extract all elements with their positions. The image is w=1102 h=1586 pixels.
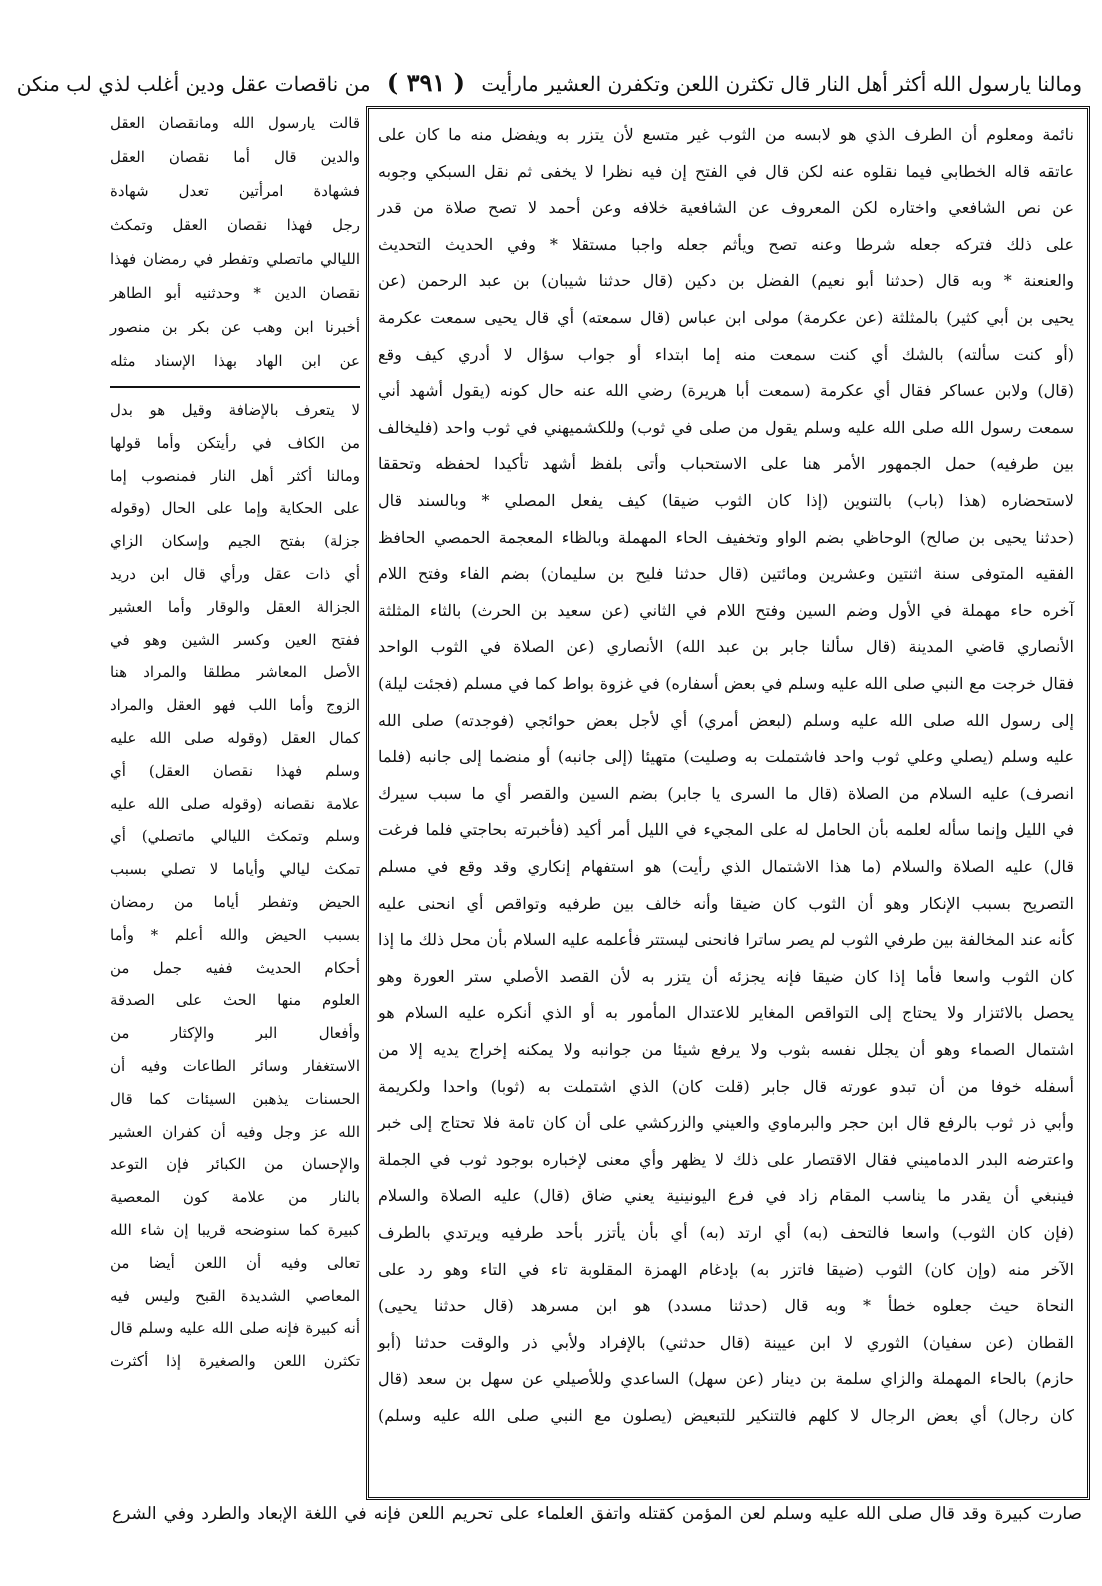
side-top-line: والدين قال أما نقصان العقل xyxy=(110,148,360,166)
side-bottom-line: ففتح العين وكسر الشين وهو في xyxy=(110,630,360,649)
side-bottom-line: كمال العقل (وقوله صلى الله عليه xyxy=(110,729,360,747)
side-bottom-line: بسبب الحيض والله أعلم * وأما xyxy=(110,925,360,944)
side-top-line: قالت يارسول الله ومانقصان العقل xyxy=(110,114,360,132)
side-bottom-line: المعاصي الشديدة القبح وليس فيه xyxy=(110,1286,360,1305)
side-top-line: أخبرنا ابن وهب عن بكر بن منصور xyxy=(110,318,360,336)
main-text-line: آخره حاء مهملة في الأول وضم السين وفتح اللام في الثاني (عن سعيد بن الحرث) بالثاء المثلثة xyxy=(378,600,1074,620)
main-text-line: وأبي ذر ثوب بالرفع قال ابن حجر والبرماوي والعيني والزركشي على أن كان تامة فلا تحتاج إلى خبر xyxy=(378,1113,1074,1133)
side-top-line: عن ابن الهاد بهذا الإسناد مثله xyxy=(110,352,360,370)
main-text-line: قال) عليه الصلاة والسلام (ما هذا الاشتمال الذي رأيت) هو استفهام إنكاري وقد وقع في مسلم xyxy=(378,857,1074,876)
main-text-line: (أو كنت سألته) بالشك أي كنت سمعت منه إما ابتداء أو جواب سؤال لا أدري كيف وقع xyxy=(378,344,1074,364)
main-text-line: الآخر منه (وإن كان) الثوب (ضيقا فاتزر به) بإدغام الهمزة المقلوبة تاء في التاء وهو رد على xyxy=(378,1259,1074,1279)
main-text-line: النحاة حيث جعلوه خطأ * وبه قال (حدثنا مسدد) هو ابن مسرهد (قال حدثنا يحيى) xyxy=(378,1296,1074,1316)
side-bottom-line: بالنار من علامة كون المعصية xyxy=(110,1188,360,1207)
main-text-line: (حدثنا يحيى بن صالح) الوحاظي بضم الواو وتخفيف الحاء المهملة وبالظاء المعجمة الحمصي الحافظ xyxy=(378,527,1074,547)
main-text-line: بين طرفيه) حمل الجمهور الأمر هنا على الاستحباب وأتى بلفظ أشهد تأكيدا لحفظه وتحققا xyxy=(378,454,1074,474)
side-bottom-line: تكثرن اللعن والصغيرة إذا أكثرت xyxy=(110,1352,360,1371)
main-text-line: حازم) بالحاء المهملة والزاي سلمة بن دينار (عن سهل) الساعدي وللأصيلي عن سهل بن سعد (قال xyxy=(378,1369,1075,1389)
side-bottom-line: والإحسان من الكبائر فإن التوعد xyxy=(110,1155,360,1174)
side-bottom-line: جزلة) بفتح الجيم وإسكان الزاي xyxy=(110,532,360,551)
side-bottom-line: علامة نقصانه (وقوله صلى الله عليه xyxy=(110,794,360,813)
side-top-line: نقصان الدين * وحدثنيه أبو الطاهر xyxy=(110,284,360,302)
side-bottom-line: الحيض وتفطر أياما من رمضان xyxy=(110,893,360,911)
side-bottom-line: ومالنا أكثر أهل النار فمنصوب إما xyxy=(110,466,360,485)
side-bottom-line: الأصل المعاشر مطلقا والمراد هنا xyxy=(110,663,360,682)
main-text-line: كان رجال) أي بعض الرجال لا كلهم فالتنكير للتبعيض (يصلون مع النبي صلى الله عليه وسلم) xyxy=(378,1406,1074,1425)
header-right-text: ومالنا يارسول الله أكثر أهل النار قال تكثرن اللعن وتكفرن العشير مارأيت xyxy=(481,72,1082,96)
main-text-line: يحيى بن أبي كثير) بالمثلثة (عن عكرمة) مولى ابن عباس (قال سمعته) أي قال يحيى سمعت عكرمة xyxy=(378,308,1074,327)
side-bottom-line: أي ذات عقل ورأي قال ابن دريد xyxy=(110,565,360,583)
main-text-line: الأنصاري قاضي المدينة (قال سألنا جابر بن عبد الله) الأنصاري (عن الصلاة في الثوب الواحد xyxy=(378,637,1074,657)
side-margin-column xyxy=(110,106,360,1496)
page-number: ( ٣٩١ ) xyxy=(386,68,465,97)
side-bottom-line: لا يتعرف بالإضافة وقيل هو بدل xyxy=(110,401,360,419)
page-footer-text: صارت كبيرة وقد قال صلى الله عليه وسلم لعن المؤمن كقتله واتفق العلماء على تحريم اللعن فإنه في اللغة الإبعاد والطرد وفي الشرع xyxy=(112,1504,1082,1524)
side-bottom-line: أنه كبيرة فإنه صلى الله عليه وسلم قال xyxy=(110,1319,360,1338)
main-text-line: فقال خرجت مع النبي صلى الله عليه وسلم في بعض أسفاره) في غزوة بواط كما في مسلم (فجئت ليلة) xyxy=(378,674,1074,693)
main-text-line: يحصل بالائتزار ولا يحتاج إلى التواقص المغاير للاعتدال المأمور به أو الذي أنكره عليه السلام هو xyxy=(378,1003,1074,1023)
side-bottom-line: أحكام الحديث ففيه جمل من xyxy=(110,958,360,977)
side-top-line: رجل فهذا نقصان العقل وتمكث xyxy=(110,216,360,234)
side-bottom-line: الاستغفار وسائر الطاعات وفيه أن xyxy=(110,1057,360,1075)
main-text-line: أسفله خوفا من أن تبدو عورته قال جابر (قلت كان) الذي اشتملت به (ثوبا) واحدا ولكريمة xyxy=(378,1076,1074,1096)
main-text-line: عن نص الشافعي واختاره لكن المعروف عن الشافعية خلافه وعن أحمد لا تصح صلاة من قدر xyxy=(378,198,1074,218)
main-text-line: في الليل وإنما سأله لعلمه بأن الحامل له على المجيء في الليل أمر أكيد (فأخبرته بحاجتي فلما فرغت xyxy=(378,820,1075,840)
side-bottom-line: كبيرة كما سنوضحه قريبا إن شاء الله xyxy=(110,1221,360,1239)
main-text-line: كان الثوب واسعا فأما إذا كان ضيقا فإنه يجزئه أن يتزر به لأن القصد الأصلي ستر العورة وهو xyxy=(378,966,1074,986)
side-bottom-line: الحسنات يذهبن السيئات كما قال xyxy=(110,1089,360,1108)
side-bottom-line: العلوم منها الحث على الصدقة xyxy=(110,991,360,1010)
side-section-divider xyxy=(110,386,360,388)
main-text-line: (قال) ولابن عساكر فقال أي عكرمة (سمعت أبا هريرة) رضي الله عنه حال كونه (يقول أشهد أني xyxy=(378,381,1074,401)
main-text-line: والعنعنة * وبه قال (حدثنا أبو نعيم) الفضل بن دكين (قال حدثنا شيبان) بن عبد الرحمن (عن xyxy=(378,271,1074,291)
main-text-line: إلى رسول الله صلى الله عليه وسلم (لبعض أمري) أي لأجل بعض حوائجي (فوجدته) صلى الله xyxy=(378,710,1074,730)
side-bottom-line: على الحكاية وإما على الحال (وقوله xyxy=(110,499,360,518)
main-text-line: واعترضه البدر الدماميني فقال الاقتصار على ذلك لا يظهر وأي معنى لإخباره بوجود ثوب في الجملة xyxy=(378,1149,1074,1169)
main-text-line: (فإن كان الثوب) واسعا فالتحف (به) أي ارتد (به) أي بأن يأتزر بأحد طرفيه ويرتدي بالطرف xyxy=(378,1223,1074,1242)
side-top-line: الليالي ماتصلي وتفطر في رمضان فهذا xyxy=(110,250,360,268)
main-text-line: على ذلك فتركه جعله شرطا وعنه تصح ويأثم جعله واجبا مستقلا * وفي الحديث التحديث xyxy=(378,234,1074,254)
main-text-line: التصريح بسبب الإنكار وهو أن الثوب كان ضيقا وأنه خالف بين طرفيه وتواقص أي انحنى عليه xyxy=(378,893,1074,913)
page-header xyxy=(16,64,1082,102)
header-left-text: من ناقصات عقل ودين أغلب لذي لب منكن xyxy=(16,72,371,96)
main-text-line: عاتقه قاله الخطابي فيما نقلوه عنه لكن قال في الفتح إن فيه نظرا لا يخفى ثم نقل السبكي وجوبه xyxy=(378,161,1074,181)
main-text-line: فينبغي أن يقدر ما يناسب المقام زاد في فرع اليونينية يعني ضاق (قال) عليه الصلاة والسلام xyxy=(378,1186,1074,1206)
main-commentary-column xyxy=(378,116,1074,1490)
main-text-line: انصرف) عليه السلام من الصلاة (قال ما السرى يا جابر) بضم السين والقصر أي ما سبب سيرك xyxy=(378,783,1074,803)
main-text-line: كأنه عند المخالفة بين طرفي الثوب لم يصر ساترا فانحنى ليستتر فأعلمه عليه السلام بأن محل ذلك ما إذا xyxy=(378,930,1075,950)
main-text-line: لاستحضاره (هذا (باب) بالتنوين (إذا كان الثوب ضيقا) كيف يفعل المصلي * وبالسند قال xyxy=(378,491,1075,510)
side-top-line: فشهادة امرأتين تعدل شهادة xyxy=(110,182,360,200)
main-text-line: الفقيه المتوفى سنة اثنتين وعشرين ومائتين (قال حدثنا فليح بن سليمان) بضم الفاء وفتح اللام xyxy=(378,564,1074,584)
main-text-line: سمعت رسول الله صلى الله عليه وسلم يقول من صلى في ثوب) وللكشميهني في ثوب واحد (فليخالف xyxy=(378,417,1074,437)
main-text-line: اشتمال الصماء وهو أن يجلل نفسه بثوب ولا يرفع شيئا من جوانبه ولا يمكنه إخراج يديه إلا من xyxy=(378,1040,1074,1059)
side-bottom-line: وسلم وتمكث الليالي ماتصلي) أي xyxy=(110,827,360,846)
main-text-line: عليه وسلم (يصلي وعلي ثوب واحد فاشتملت به وصليت) متهيئا (إلى جانبه) أو منضما إلى جانبه (فلما xyxy=(378,747,1074,767)
side-bottom-line: تعالى وفيه أن اللعن أيضا من xyxy=(110,1253,360,1272)
side-bottom-line: الزوج وأما اللب فهو العقل والمراد xyxy=(110,696,360,715)
side-bottom-line: وسلم فهذا نقصان العقل) أي xyxy=(110,761,360,780)
side-bottom-line: الله عز وجل وفيه أن كفران العشير xyxy=(110,1122,360,1141)
side-bottom-line: تمكث ليالي وأياما لا تصلي بسبب xyxy=(110,860,360,879)
side-bottom-line: وأفعال البر والإكثار من xyxy=(110,1024,360,1043)
main-text-line: نائمة ومعلوم أن الطرف الذي هو لابسه من الثوب غير متسع لأن يتزر به ويفضل منه ما كان على xyxy=(378,125,1074,144)
side-bottom-line: الجزالة العقل والوقار وأما العشير xyxy=(110,597,360,616)
main-text-line: القطان (عن سفيان) الثوري لا ابن عيينة (قال حدثني) بالإفراد ولأبي ذر والوقت حدثنا (أبو xyxy=(378,1332,1074,1352)
side-bottom-line: من الكاف في رأيتكن وأما قولها xyxy=(110,433,360,452)
